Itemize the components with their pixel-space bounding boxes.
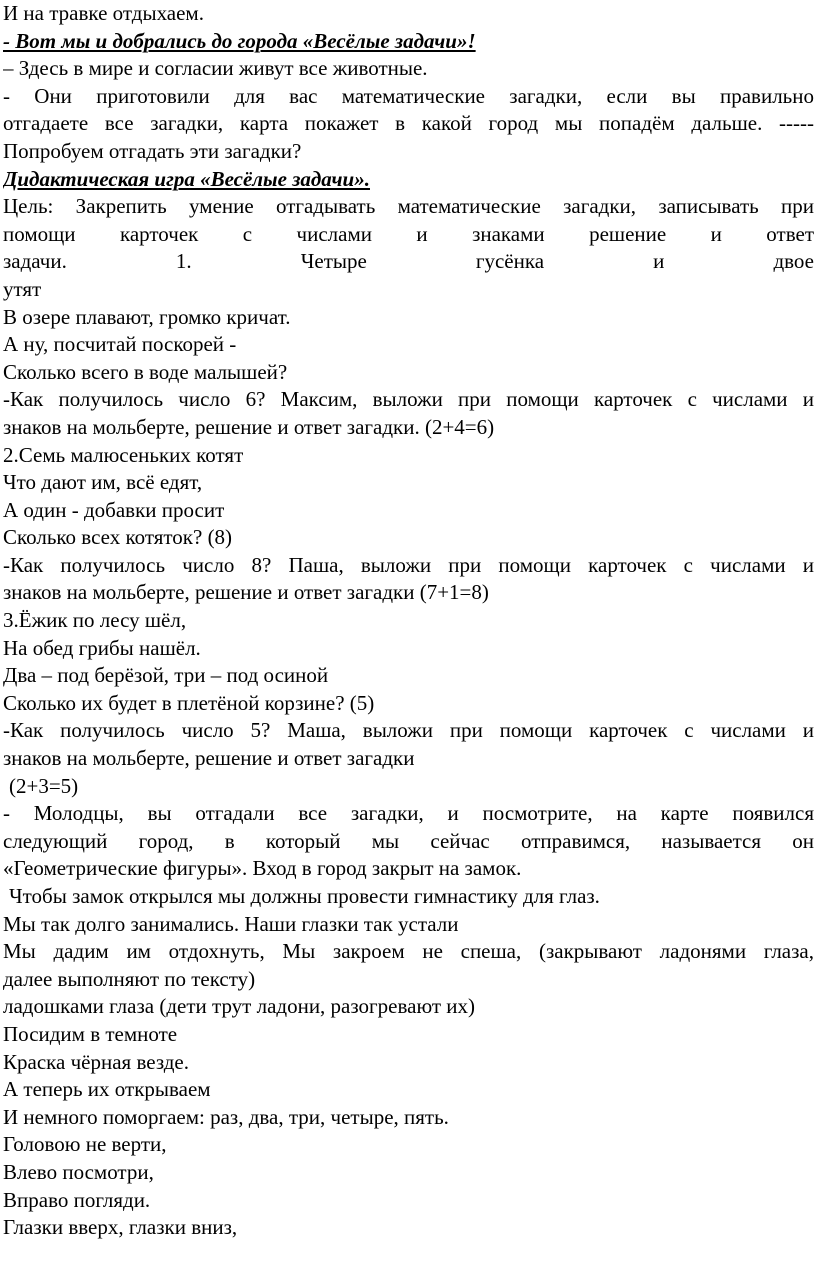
paragraph-line: следующий город, в который мы сейчас отправимся, называется он [3,828,814,853]
text-line: И на травке отдыхаем. [3,1,204,25]
text-line: А ну, посчитай поскорей - [3,332,237,357]
text-line: Что дают им, всё едят, [3,470,203,495]
text-line: Два – под берёзой, три – под осиной [3,663,329,688]
text-line: Сколько всего в воде малышей? [3,359,288,384]
text-line: Краска чёрная везде. [3,1049,189,1074]
paragraph-line: -Как получилось число 6? Максим, выложи при помощи карточек с числами и [3,387,814,412]
paragraph-line: Цель: Закрепить умение отгадывать математические загадки, записывать при [3,194,814,219]
paragraph-line: -Как получилось число 8? Паша, выложи при помощи карточек с числами и [3,552,814,577]
text-line: 2.Семь малюсеньких котят [3,442,244,467]
text-line: Головою не верти, [3,1132,167,1157]
section-heading: Дидактическая игра «Весёлые задачи». [3,166,370,191]
text-line: А один - добавки просит [3,497,225,522]
paragraph-line: -Как получилось число 5? Маша, выложи при помощи карточек с числами и [3,718,814,743]
text-line: Попробуем отгадать эти загадки? [3,138,302,163]
text-line: Вправо погляди. [3,1187,151,1212]
text-line: Сколько всех котяток? (8) [3,525,233,550]
text-line: знаков на мольберте, решение и ответ загадки [3,746,415,771]
paragraph-line: задачи. 1. Четыре гусёнка и двое [3,249,814,274]
text-line: ладошками глаза (дети трут ладони, разогревают их) [3,994,476,1019]
text-line: 3.Ёжик по лесу шёл, [3,608,187,633]
text-line: На обед грибы нашёл. [3,635,201,660]
text-line: – Здесь в мире и согласии живут все животные. [3,56,428,81]
paragraph-line: помощи карточек с числами и знаками решение и ответ [3,221,814,246]
text-line: Мы так долго занимались. Наши глазки так устали [3,911,459,936]
text-line: утят [3,276,42,301]
text-line: А теперь их открываем [3,1077,211,1102]
paragraph-line: Мы дадим им отдохнуть, Мы закроем не спеша, (закрывают ладонями глаза, [3,939,814,964]
text-line: В озере плавают, громко кричат. [3,304,291,329]
text-line: Глазки вверх, глазки вниз, [3,1215,238,1240]
text-line: Чтобы замок открылся мы должны провести гимнастику для глаз. [9,884,600,908]
text-line: далее выполняют по тексту) [3,966,256,991]
text-line: И немного поморгаем: раз, два, три, четыре, пять. [3,1104,449,1129]
text-line: Влево посмотри, [3,1159,154,1184]
paragraph-line: отгадаете все загадки, карта покажет в какой город мы попадём дальше. ----- [3,111,814,136]
text-line: (2+3=5) [9,773,79,798]
text-line: знаков на мольберте, решение и ответ загадки. (2+4=6) [3,414,495,439]
text-line: знаков на мольберте, решение и ответ загадки (7+1=8) [3,580,489,605]
text-line: «Геометрические фигуры». Вход в город закрыт на замок. [3,856,522,881]
paragraph-line: - Они приготовили для вас математические загадки, если вы правильно [3,83,814,108]
paragraph-line: - Молодцы, вы отгадали все загадки, и посмотрите, на карте появился [3,801,814,826]
text-line: Сколько их будет в плетёной корзине? (5) [3,690,375,715]
section-heading: - Вот мы и добрались до города «Весёлые задачи»! [3,28,476,53]
text-line: Посидим в темноте [3,1021,178,1046]
